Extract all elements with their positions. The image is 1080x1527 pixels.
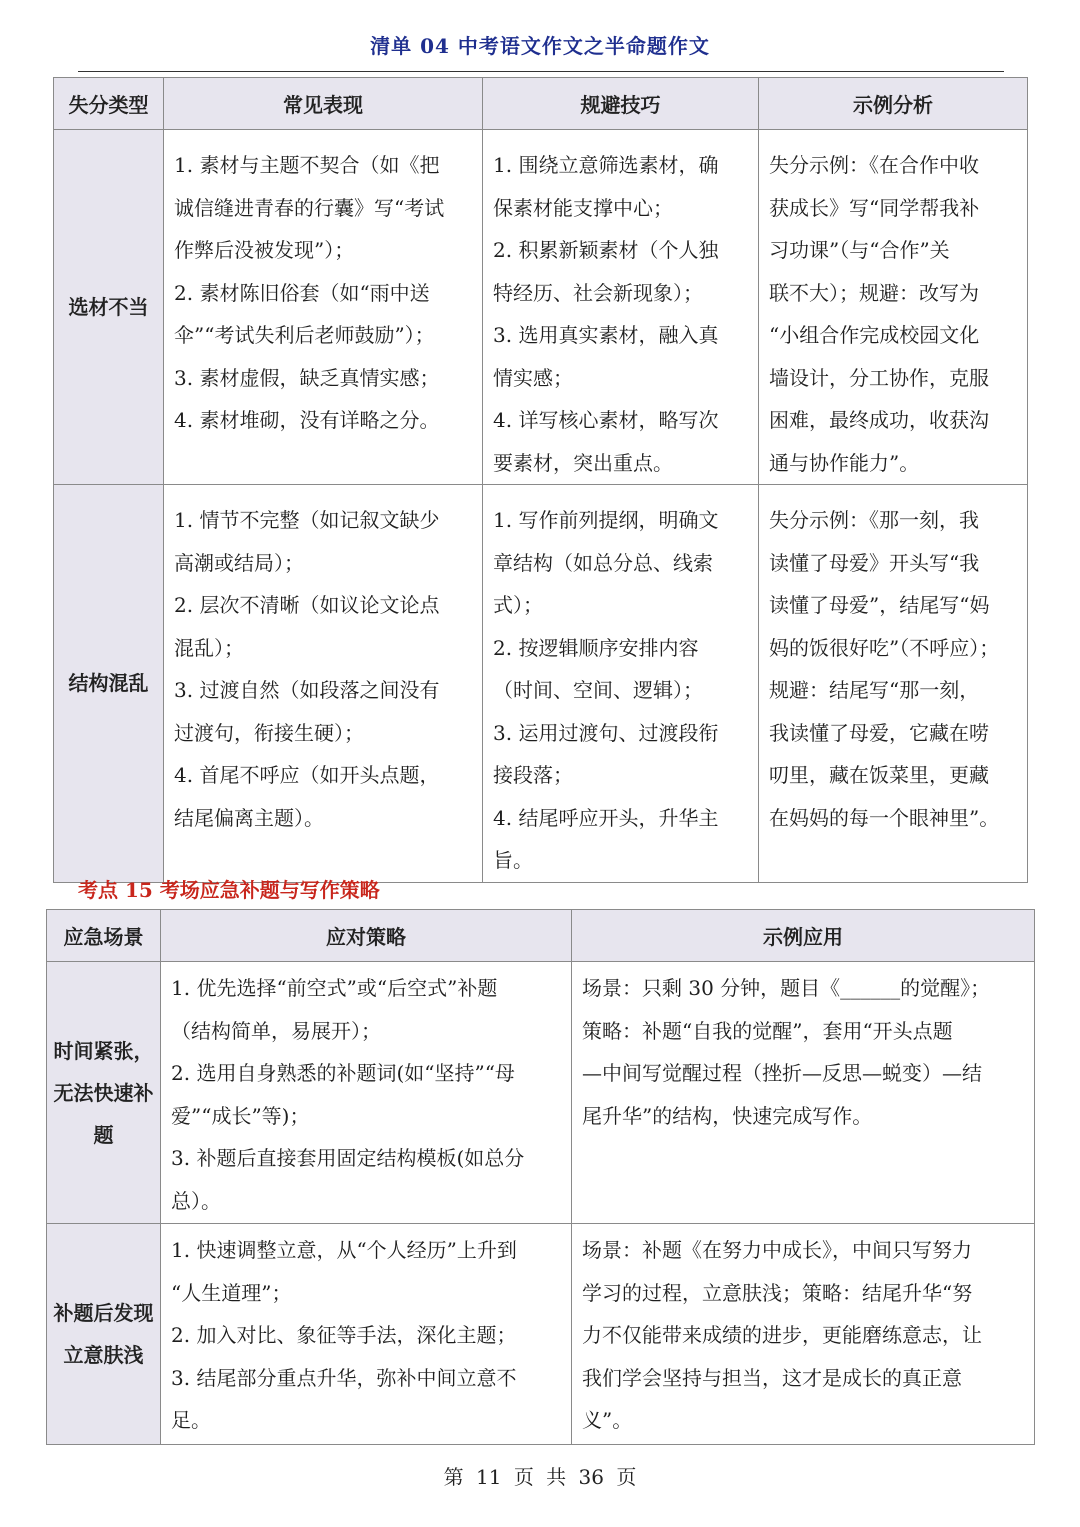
cell-text-line: 特经历、社会新现象）；	[493, 280, 703, 305]
table-cell	[161, 962, 572, 1224]
cell-text-line: 获成长》写“同学帮我补	[769, 195, 980, 220]
cell-text-line: 作弊后没被发现”）；	[174, 238, 355, 262]
cell-text-line: 力不仅能带来成绩的进步，更能磨练意志，让	[582, 1323, 982, 1347]
table-header-row	[54, 78, 1028, 130]
section-heading: 考点 15 考场应急补题与写作策略	[78, 878, 380, 902]
table-cell	[483, 485, 759, 883]
column-header: 示例分析	[759, 78, 1028, 130]
cell-text-line: 通与协作能力”。	[769, 450, 920, 475]
emergency-strategy-table	[46, 909, 1035, 1445]
column-header: 常见表现	[164, 78, 483, 130]
cell-text-line: 策略：补题“自我的觉醒”，套用“开头点题	[582, 1018, 953, 1043]
cell-text-line: 叨里，藏在饭菜里，更藏	[769, 763, 989, 787]
cell-text-line: 混乱）；	[174, 635, 244, 660]
cell-text-line: 高潮或结局）；	[174, 550, 304, 575]
cell-text-line: —中间写觉醒过程（挫折—反思—蜕变）—结	[582, 1061, 982, 1085]
row-header: 时间紧张，无法快速补题	[47, 962, 161, 1224]
table-cell	[572, 1224, 1035, 1445]
cell-text-line: 1. 写作前列提纲，明确文	[493, 508, 719, 532]
cell-text-line: （时间、空间、逻辑）；	[493, 678, 703, 702]
table-header-row	[47, 910, 1035, 962]
cell-text-line: 习功课”（与“合作”关	[769, 238, 950, 262]
cell-text-line: 1. 情节不完整（如记叙文缺少	[174, 508, 440, 532]
cell-text-line: 4. 首尾不呼应（如开头点题，	[174, 763, 440, 787]
cell-text-line: 2. 选用自身熟悉的补题词(如“坚持”“母	[171, 1061, 515, 1085]
column-header: 应对策略	[161, 910, 572, 962]
cell-text-line: 1. 围绕立意筛选素材，确	[493, 153, 719, 177]
page-footer: 第 11 页 共 36 页	[443, 1465, 637, 1489]
cell-text-line: 2. 层次不清晰（如议论文论点	[174, 593, 440, 617]
score-loss-table	[53, 77, 1028, 883]
cell-text-line: “人生道理”；	[171, 1280, 292, 1305]
cell-text-line: 爱”“成长”等)；	[171, 1103, 310, 1128]
cell-text-line: 伞”“考试失利后老师鼓励”）；	[174, 323, 435, 347]
cell-text-line: 1. 素材与主题不契合（如《把	[174, 153, 440, 177]
cell-text-line: 4. 素材堆砌，没有详略之分。	[174, 408, 440, 432]
row-header: 结构混乱	[54, 485, 164, 883]
cell-text-line: 3. 运用过渡句、过渡段衔	[493, 720, 719, 745]
cell-text-line: 读懂了母爱》开头写“我	[769, 550, 980, 575]
row-header: 补题后发现立意肤浅	[47, 1224, 161, 1445]
cell-text-line: 足。	[171, 1408, 211, 1432]
table-row	[54, 485, 1028, 883]
column-header: 失分类型	[54, 78, 164, 130]
cell-text-line: 场景：只剩 30 分钟，题目《______的觉醒》；	[582, 976, 991, 1000]
cell-text-line: 我读懂了母爱，它藏在唠	[769, 720, 989, 745]
cell-text-line: 4. 结尾呼应开头，升华主	[493, 805, 719, 830]
table-cell	[759, 130, 1028, 485]
column-header: 应急场景	[47, 910, 161, 962]
cell-text-line: 3. 过渡自然（如段落之间没有	[174, 678, 440, 702]
cell-text-line: 妈的饭很好吃”（不呼应）；	[769, 635, 1000, 660]
cell-text-line: 1. 快速调整立意，从“个人经历”上升到	[171, 1238, 517, 1262]
cell-text-line: 2. 素材陈旧俗套（如“雨中送	[174, 280, 430, 305]
cell-text-line: 3. 结尾部分重点升华，弥补中间立意不	[171, 1365, 517, 1390]
cell-text-line: 3. 选用真实素材，融入真	[493, 323, 719, 347]
cell-text-line: 章结构（如总分总、线索	[493, 550, 713, 575]
cell-text-line: 4. 详写核心素材，略写次	[493, 408, 719, 432]
cell-text-line: 联不大）；规避：改写为	[769, 280, 979, 305]
table-cell	[572, 962, 1035, 1224]
table-row	[47, 962, 1035, 1224]
cell-text-line: “小组合作完成校园文化	[769, 323, 980, 347]
cell-text-line: 读懂了母爱”，结尾写“妈	[769, 593, 990, 617]
cell-text-line: 失分示例：《那一刻，我	[769, 508, 979, 532]
table-row	[54, 130, 1028, 485]
table-cell	[759, 485, 1028, 883]
cell-text-line: 情实感；	[493, 365, 573, 390]
cell-text-line: 过渡句，衔接生硬）；	[174, 720, 364, 745]
cell-text-line: 墙设计，分工协作，克服	[769, 365, 989, 390]
cell-text-line: 在妈妈的每一个眼神里”。	[769, 805, 1000, 830]
table-cell	[164, 485, 483, 883]
table-cell	[483, 130, 759, 485]
cell-text-line: 场景：补题《在努力中成长》，中间只写努力	[582, 1238, 972, 1262]
cell-text-line: 2. 按逻辑顺序安排内容	[493, 635, 699, 660]
cell-text-line: 尾升华”的结构，快速完成写作。	[582, 1103, 873, 1128]
cell-text-line: 规避：结尾写“那一刻，	[769, 678, 980, 702]
cell-text-line: 旨。	[493, 848, 533, 872]
cell-text-line: 我们学会坚持与担当，这才是成长的真正意	[582, 1365, 962, 1390]
table-cell	[164, 130, 483, 485]
column-header: 示例应用	[572, 910, 1035, 962]
page-title: 清单 04 中考语文作文之半命题作文	[370, 34, 710, 58]
cell-text-line: 要素材，突出重点。	[493, 450, 673, 475]
cell-text-line: 3. 补题后直接套用固定结构模板(如总分	[171, 1146, 525, 1170]
table-cell	[161, 1224, 572, 1445]
cell-text-line: 义”。	[582, 1408, 633, 1432]
row-header: 选材不当	[54, 130, 164, 485]
cell-text-line: 结尾偏离主题）。	[174, 805, 324, 830]
column-header: 规避技巧	[483, 78, 759, 130]
cell-text-line: （结构简单，易展开）；	[171, 1018, 381, 1043]
header-rule	[78, 71, 1004, 72]
cell-text-line: 2. 积累新颖素材（个人独	[493, 238, 719, 262]
cell-text-line: 保素材能支撑中心；	[493, 195, 673, 220]
table-row	[47, 1224, 1035, 1445]
cell-text-line: 学习的过程，立意肤浅；策略：结尾升华“努	[582, 1280, 973, 1305]
cell-text-line: 失分示例：《在合作中收	[769, 153, 979, 177]
cell-text-line: 总）。	[171, 1188, 221, 1213]
cell-text-line: 式）；	[493, 593, 543, 617]
cell-text-line: 1. 优先选择“前空式”或“后空式”补题	[171, 976, 498, 1000]
cell-text-line: 接段落；	[493, 763, 573, 787]
cell-text-line: 2. 加入对比、象征等手法，深化主题；	[171, 1323, 517, 1347]
cell-text-line: 困难，最终成功，收获沟	[769, 408, 989, 432]
cell-text-line: 诚信缝进青春的行囊》写“考试	[174, 195, 445, 220]
cell-text-line: 3. 素材虚假，缺乏真情实感；	[174, 365, 440, 390]
